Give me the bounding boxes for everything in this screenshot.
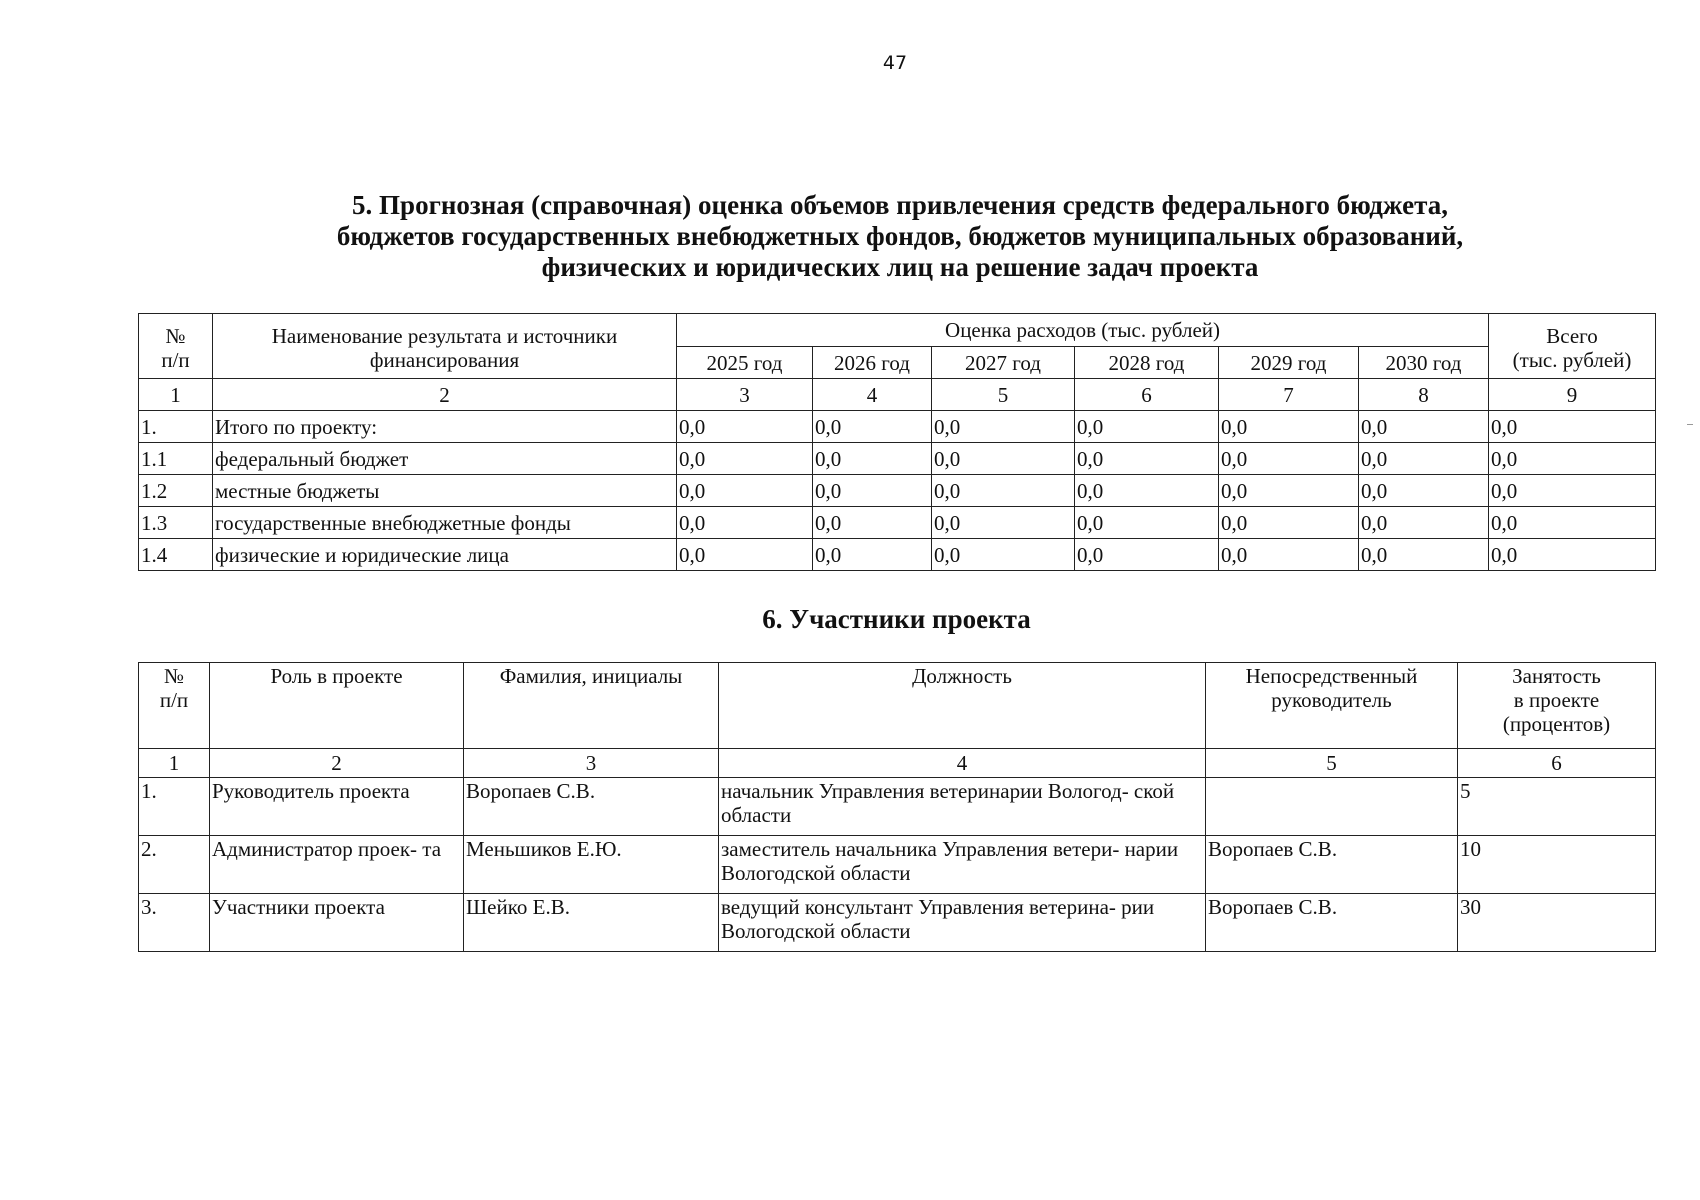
row-value: 0,0 (1219, 443, 1359, 475)
section-5-title-line: физических и юридических лиц на решение задач проекта (541, 252, 1259, 282)
column-number: 3 (464, 749, 719, 778)
header-year: 2030 год (1359, 347, 1489, 379)
row-employment: 30 (1458, 894, 1656, 952)
section-5-title-line: бюджетов государственных внебюджетных фондов, бюджетов муниципальных образований, (336, 221, 1464, 251)
row-position: ведущий консультант Управления ветерина- рии Вологодской области (719, 894, 1206, 952)
table-header-row (139, 663, 1656, 749)
row-value: 0,0 (1359, 475, 1489, 507)
row-name: Итого по проекту: (213, 411, 677, 443)
row-number: 1.4 (139, 539, 213, 571)
row-value: 0,0 (813, 475, 932, 507)
section-5-title-line: 5. Прогнозная (справочная) оценка объемов привлечения средств федерального бюджета, (352, 190, 1448, 220)
row-manager: Воропаев С.В. (1206, 836, 1458, 894)
row-value: 0,0 (1219, 411, 1359, 443)
row-value: 0,0 (677, 475, 813, 507)
header-year: 2029 год (1219, 347, 1359, 379)
row-value: 0,0 (1359, 443, 1489, 475)
column-number: 5 (1206, 749, 1458, 778)
project-participants-table (138, 662, 1656, 952)
page-number: 47 (882, 52, 908, 74)
column-number: 6 (1075, 379, 1219, 411)
scan-speck (1687, 424, 1693, 425)
row-value: 0,0 (677, 539, 813, 571)
header-role: Роль в проекте (210, 663, 464, 749)
row-role: Руководитель проекта (210, 778, 464, 836)
section-5-title (240, 190, 1560, 283)
column-number: 5 (932, 379, 1075, 411)
row-position: начальник Управления ветеринарии Вологод- ской области (719, 778, 1206, 836)
column-number: 8 (1359, 379, 1489, 411)
row-value: 0,0 (1075, 507, 1219, 539)
column-number: 4 (813, 379, 932, 411)
row-value: 0,0 (932, 475, 1075, 507)
header-year: 2028 год (1075, 347, 1219, 379)
row-full-name: Воропаев С.В. (464, 778, 719, 836)
column-number-row (139, 379, 1656, 411)
row-value: 0,0 (1489, 507, 1656, 539)
row-value: 0,0 (1075, 539, 1219, 571)
header-source-name: Наименование результата и источники финансирования (213, 314, 677, 379)
row-role: Администратор проек- та (210, 836, 464, 894)
column-number: 9 (1489, 379, 1656, 411)
column-number-row (139, 749, 1656, 778)
header-total: Всего (тыс. рублей) (1489, 314, 1656, 379)
row-manager: Воропаев С.В. (1206, 894, 1458, 952)
row-manager (1206, 778, 1458, 836)
row-name: физические и юридические лица (213, 539, 677, 571)
table-row (139, 475, 1656, 507)
row-value: 0,0 (1219, 507, 1359, 539)
column-number: 2 (210, 749, 464, 778)
row-value: 0,0 (1489, 443, 1656, 475)
row-value: 0,0 (813, 507, 932, 539)
row-number: 1. (139, 411, 213, 443)
row-value: 0,0 (813, 539, 932, 571)
row-value: 0,0 (1075, 411, 1219, 443)
table-row (139, 507, 1656, 539)
header-number: № п/п (139, 314, 213, 379)
row-value: 0,0 (932, 411, 1075, 443)
header-year: 2025 год (677, 347, 813, 379)
header-position: Должность (719, 663, 1206, 749)
row-value: 0,0 (677, 411, 813, 443)
row-value: 0,0 (677, 443, 813, 475)
row-value: 0,0 (1075, 443, 1219, 475)
row-value: 0,0 (1359, 539, 1489, 571)
row-employment: 10 (1458, 836, 1656, 894)
table-row (139, 836, 1656, 894)
table-row (139, 539, 1656, 571)
row-full-name: Шейко Е.В. (464, 894, 719, 952)
row-number: 3. (139, 894, 210, 952)
row-full-name: Меньшиков Е.Ю. (464, 836, 719, 894)
column-number: 7 (1219, 379, 1359, 411)
row-value: 0,0 (1489, 411, 1656, 443)
row-value: 0,0 (1219, 539, 1359, 571)
table-row (139, 894, 1656, 952)
row-value: 0,0 (1359, 411, 1489, 443)
row-value: 0,0 (1489, 539, 1656, 571)
row-value: 0,0 (1075, 475, 1219, 507)
header-year: 2027 год (932, 347, 1075, 379)
header-number: № п/п (139, 663, 210, 749)
table-header-row (139, 314, 1656, 347)
header-full-name: Фамилия, инициалы (464, 663, 719, 749)
column-number: 6 (1458, 749, 1656, 778)
row-value: 0,0 (1359, 507, 1489, 539)
row-value: 0,0 (1489, 475, 1656, 507)
column-number: 1 (139, 749, 210, 778)
row-employment: 5 (1458, 778, 1656, 836)
row-number: 1. (139, 778, 210, 836)
row-value: 0,0 (813, 411, 932, 443)
header-employment: Занятость в проекте (процентов) (1458, 663, 1656, 749)
row-number: 1.1 (139, 443, 213, 475)
column-number: 4 (719, 749, 1206, 778)
row-value: 0,0 (813, 443, 932, 475)
table-row (139, 778, 1656, 836)
row-name: государственные внебюджетные фонды (213, 507, 677, 539)
header-expense-estimate: Оценка расходов (тыс. рублей) (677, 314, 1489, 347)
row-value: 0,0 (677, 507, 813, 539)
row-name: местные бюджеты (213, 475, 677, 507)
table-row (139, 443, 1656, 475)
column-number: 2 (213, 379, 677, 411)
row-value: 0,0 (932, 539, 1075, 571)
row-number: 1.2 (139, 475, 213, 507)
column-number: 3 (677, 379, 813, 411)
row-value: 0,0 (1219, 475, 1359, 507)
header-manager: Непосредственный руководитель (1206, 663, 1458, 749)
table-row (139, 411, 1656, 443)
section-6-title: 6. Участники проекта (762, 604, 1031, 634)
row-name: федеральный бюджет (213, 443, 677, 475)
funding-estimate-table (138, 313, 1656, 571)
row-number: 2. (139, 836, 210, 894)
header-year: 2026 год (813, 347, 932, 379)
row-role: Участники проекта (210, 894, 464, 952)
column-number: 1 (139, 379, 213, 411)
row-number: 1.3 (139, 507, 213, 539)
row-position: заместитель начальника Управления ветери- нарии Вологодской области (719, 836, 1206, 894)
row-value: 0,0 (932, 507, 1075, 539)
row-value: 0,0 (932, 443, 1075, 475)
